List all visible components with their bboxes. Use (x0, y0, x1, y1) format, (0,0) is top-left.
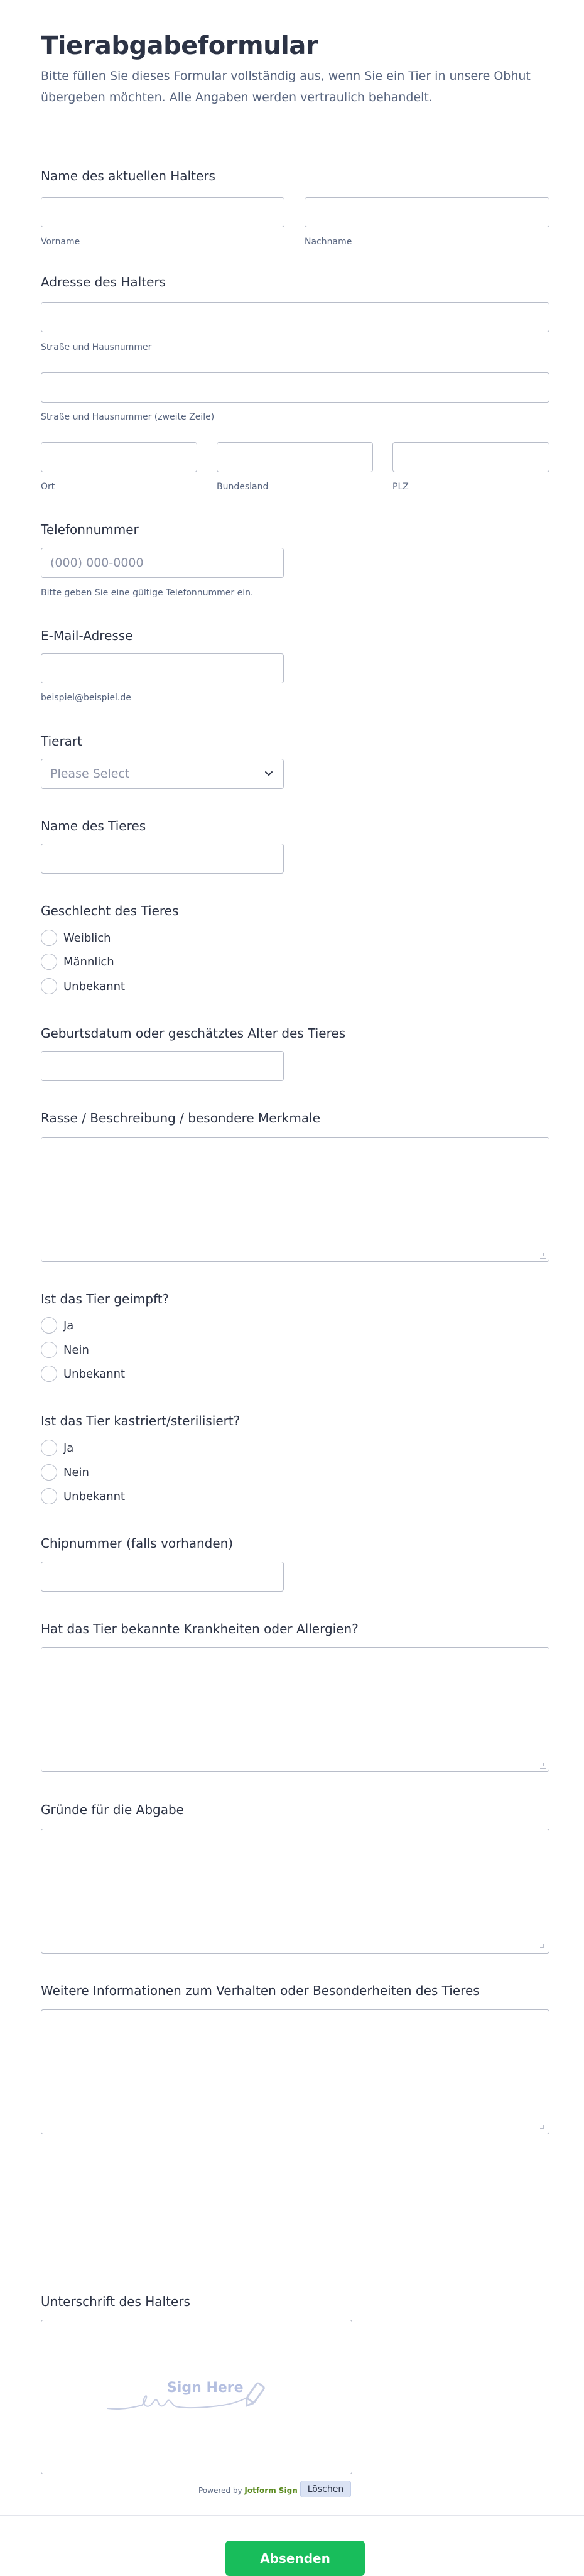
radio-label: Ja (63, 1442, 74, 1455)
reasons-textarea[interactable] (41, 1829, 549, 1954)
radio-label: Weiblich (63, 932, 111, 945)
radio-circle[interactable] (41, 1342, 57, 1358)
radio-circle[interactable] (41, 1317, 57, 1334)
radio-circle[interactable] (41, 1366, 57, 1382)
city-input[interactable] (41, 442, 197, 472)
breed-label: Rasse / Beschreibung / besondere Merkmale (41, 1111, 321, 1126)
chevron-down-icon (263, 768, 274, 779)
city-sublabel: Ort (41, 482, 55, 492)
first-name-input[interactable] (41, 197, 284, 227)
resize-grip-icon[interactable] (540, 1763, 546, 1769)
email-sublabel: beispiel@beispiel.de (41, 693, 131, 703)
radio-label: Nein (63, 1344, 89, 1357)
radio-circle[interactable] (41, 930, 57, 946)
radio-label: Ja (63, 1319, 74, 1332)
phone-label: Telefonnummer (41, 522, 139, 537)
owner-name-label: Name des aktuellen Halters (41, 168, 215, 183)
radio-circle[interactable] (41, 1464, 57, 1481)
animal-name-label: Name des Tieres (41, 818, 146, 834)
resize-grip-icon[interactable] (540, 2125, 546, 2131)
vaccinated-label: Ist das Tier geimpft? (41, 1291, 170, 1307)
behavior-textarea[interactable] (41, 2009, 549, 2134)
powered-by-text (198, 2486, 298, 2495)
animal-name-input[interactable] (41, 844, 284, 874)
radio-circle[interactable] (41, 1488, 57, 1504)
animal-type-selected: Please Select (50, 767, 130, 781)
powered-prefix: Powered by (198, 2486, 242, 2495)
animal-type-select[interactable] (41, 759, 284, 789)
resize-grip-icon[interactable] (540, 1944, 546, 1950)
state-input[interactable] (217, 442, 373, 472)
street2-input[interactable] (41, 372, 549, 403)
neutered-label: Ist das Tier kastriert/sterilisiert? (41, 1413, 241, 1428)
zip-input[interactable] (392, 442, 549, 472)
email-input[interactable] (41, 653, 284, 683)
signature-placeholder: Sign Here (167, 2380, 244, 2396)
zip-sublabel: PLZ (392, 482, 409, 492)
behavior-label: Weitere Informationen zum Verhalten oder Besonderheiten des Tieres (41, 1983, 480, 1998)
resize-grip-icon[interactable] (540, 1253, 546, 1259)
gender-label: Geschlecht des Tieres (41, 903, 179, 918)
address-label: Adresse des Halters (41, 274, 166, 290)
reasons-label: Gründe für die Abgabe (41, 1802, 184, 1817)
signature-label: Unterschrift des Halters (41, 2294, 190, 2309)
street-sublabel: Straße und Hausnummer (41, 342, 152, 352)
email-label: E-Mail-Adresse (41, 628, 133, 643)
radio-label: Unbekannt (63, 1490, 126, 1503)
street2-sublabel: Straße und Hausnummer (zweite Zeile) (41, 412, 215, 422)
form-title: Tierabgabeformular (41, 31, 318, 60)
birthdate-label: Geburtsdatum oder geschätztes Alter des Tieres (41, 1026, 346, 1041)
radio-label: Unbekannt (63, 980, 126, 993)
phone-input[interactable] (41, 548, 284, 578)
form-description: Bitte füllen Sie dieses Formular vollständig aus, wenn Sie ein Tier in unsere Obhut übergeben möchten. Alle Angaben werden vertraulich behandelt. (41, 69, 531, 104)
illness-label: Hat das Tier bekannte Krankheiten oder Allergien? (41, 1621, 359, 1636)
submit-button[interactable]: Absenden (225, 2541, 365, 2576)
illness-textarea[interactable] (41, 1647, 549, 1772)
breed-textarea[interactable] (41, 1137, 549, 1262)
radio-label: Unbekannt (63, 1367, 126, 1381)
radio-circle[interactable] (41, 954, 57, 970)
form-header (0, 0, 584, 138)
last-name-input[interactable] (305, 197, 549, 227)
first-name-sublabel: Vorname (41, 237, 80, 247)
phone-sublabel: Bitte geben Sie eine gültige Telefonnummer ein. (41, 588, 254, 598)
last-name-sublabel: Nachname (305, 237, 352, 247)
chip-input[interactable] (41, 1562, 284, 1592)
radio-circle[interactable] (41, 1440, 57, 1456)
chip-label: Chipnummer (falls vorhanden) (41, 1536, 234, 1551)
radio-circle[interactable] (41, 978, 57, 994)
radio-label: Männlich (63, 955, 114, 969)
radio-label: Nein (63, 1466, 89, 1479)
jotform-sign-brand: Jotform Sign (244, 2486, 298, 2495)
signature-pad[interactable] (41, 2320, 352, 2474)
clear-signature-button[interactable]: Löschen (300, 2481, 351, 2497)
animal-type-label: Tierart (41, 734, 83, 749)
street-input[interactable] (41, 302, 549, 332)
footer-divider (0, 2515, 584, 2516)
birthdate-input[interactable] (41, 1051, 284, 1081)
state-sublabel: Bundesland (217, 482, 269, 492)
